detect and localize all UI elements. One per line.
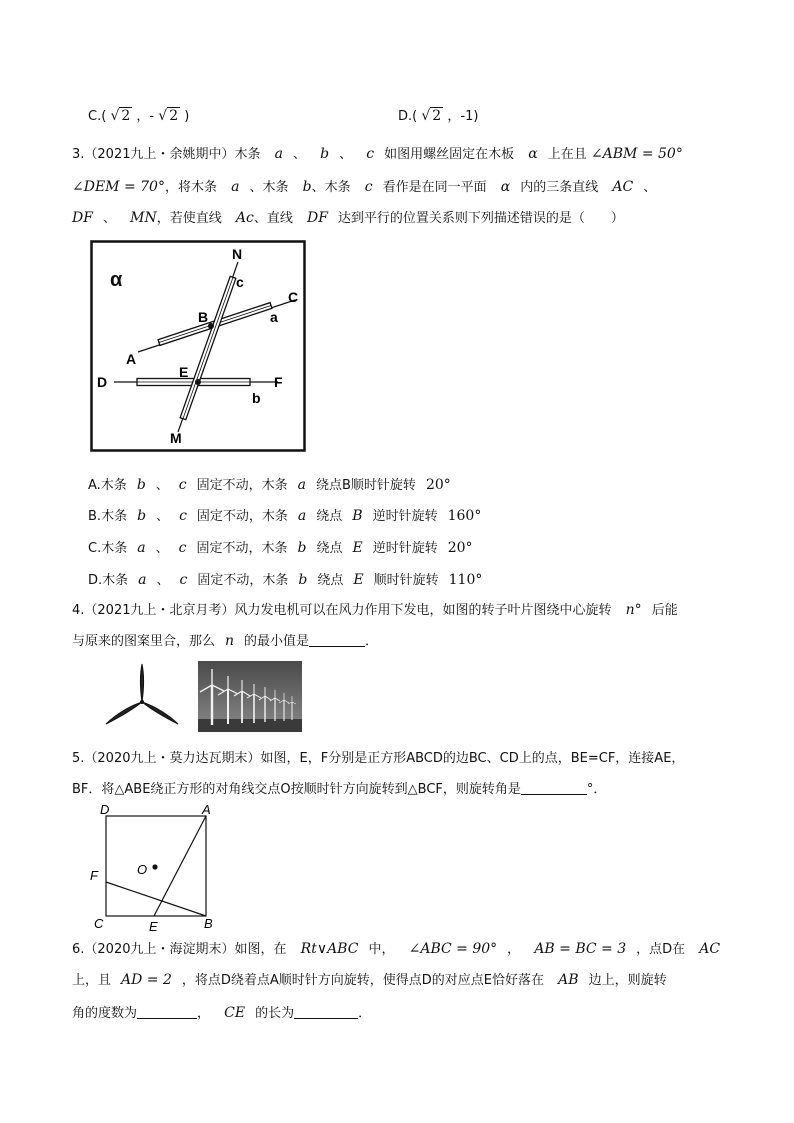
q6-source: （2020九上・海淀期末） <box>84 942 235 957</box>
answer-blank <box>521 780 587 795</box>
label-F: F <box>90 868 98 883</box>
screw-b <box>208 323 214 329</box>
q3-option-c[interactable]: C.木条 a 、 c 固定不动，木条 b 绕点 E 逆时针旋转 20° <box>88 540 473 556</box>
q4-line-1: 4.（2021九上・北京月考）风力发电机可以在风力作用下发电，如图的转子叶片图绕中心旋转 n° 后能 <box>72 602 678 618</box>
q6-number: 6. <box>72 942 85 957</box>
sqrt-2: √ 2 <box>421 108 442 124</box>
prev-option-d: D.( √ 2 ，-1) <box>398 108 479 124</box>
label-E: E <box>149 919 158 934</box>
label-N: N <box>232 246 243 262</box>
label-E: E <box>179 364 189 380</box>
label-A: A <box>126 351 137 367</box>
option-c-letter: C. <box>88 109 102 124</box>
q3-option-a[interactable]: A.木条 b 、 c 固定不动，木条 a 绕点B顺时针旋转 20° <box>88 477 451 493</box>
label-B: B <box>204 916 213 931</box>
label-D: D <box>100 802 110 817</box>
q5-number: 5. <box>72 751 85 766</box>
label-M: M <box>170 430 182 446</box>
q6-line-2: 上，且 AD = 2 ，将点D绕着点A顺时针方向旋转，使得点D的对应点E恰好落在 AB 边上，则旋转 <box>72 972 667 988</box>
q5-square-figure <box>86 802 218 934</box>
q3-line-3: DF 、 MN，若使直线 Ac、直线 DF 达到平行的位置关系则下列描述错误的是（ ） <box>72 210 624 226</box>
q5-line-1: 5.（2020九上・莫力达瓦期末）如图，E，F分别是正方形ABCD的边BC、CD上的点，BE=CF，连接AE， <box>72 751 685 766</box>
label-B: B <box>198 309 209 325</box>
q3-line-1: 3.（2021九上・余姚期中）木条 a 、 b 、 c 如图用螺丝固定在木板 α 上在且 ∠ABM = 50° <box>72 146 683 162</box>
answer-blank <box>137 1004 197 1019</box>
option-d-letter: D. <box>398 109 413 124</box>
label-D: D <box>97 374 108 390</box>
screw-e <box>195 379 201 385</box>
angle-dem: ∠DEM = 70° <box>72 179 165 195</box>
q4-source: （2021九上・北京月考） <box>84 603 235 618</box>
label-C: C <box>94 916 104 931</box>
q4-number: 4. <box>72 603 85 618</box>
q3-source: （2021九上・余姚期中） <box>84 147 235 162</box>
answer-blank <box>294 1004 358 1019</box>
angle-abm: ∠ABM = 50° <box>590 146 683 162</box>
sqrt-2: √ 2 <box>110 108 131 124</box>
rotor-blade-left <box>106 702 142 724</box>
label-alpha: α <box>110 269 123 291</box>
rotor-blade-right <box>142 702 178 724</box>
label-O: O <box>137 862 148 877</box>
prev-option-row: C.( √ 2 ，- √ 2 ) <box>88 108 190 124</box>
rotor-blade-up <box>141 664 144 702</box>
q3-number: 3. <box>72 147 85 162</box>
q3-figure <box>90 240 308 454</box>
label-c: c <box>236 274 244 290</box>
label-C: C <box>288 289 299 305</box>
label-A: A <box>202 802 211 817</box>
point-o <box>152 864 157 869</box>
label-a: a <box>270 309 278 325</box>
q6-line-3: 角的度数为 ， CE 的长为 ． <box>72 1005 372 1021</box>
q3-line-2: ∠DEM = 70°，将木条 a 、木条 b、木条 c 看作是在同一平面 α 内的三条直线 AC 、 <box>72 179 657 195</box>
q4-line-2: 与原来的图案里合，那么 n 的最小值是 ． <box>72 633 379 649</box>
label-b: b <box>252 390 261 406</box>
label-F: F <box>274 374 283 390</box>
wind-farm-photo <box>198 661 302 732</box>
rotor-blade-figure <box>104 662 180 726</box>
board-frame <box>92 242 305 451</box>
q5-line-2: BF．将△ABE绕正方形的对角线交点O按顺时针方向旋转到△BCF，则旋转角是 °． <box>72 782 607 797</box>
answer-blank <box>309 632 365 647</box>
q3-option-d[interactable]: D.木条 a 、 c 固定不动，木条 b 绕点 E 顺时针旋转 110° <box>88 572 483 588</box>
q5-source: （2020九上・莫力达瓦期末） <box>84 751 261 766</box>
q3-option-b[interactable]: B.木条 b 、 c 固定不动，木条 a 绕点 B 逆时针旋转 160° <box>88 508 482 524</box>
q6-line-1: 6.（2020九上・海淀期末）如图，在 Rt∨ABC 中， ∠ABC = 90° ， AB = BC = 3 ，点D在 AC <box>72 941 721 957</box>
sqrt-2: √ 2 <box>158 108 179 124</box>
